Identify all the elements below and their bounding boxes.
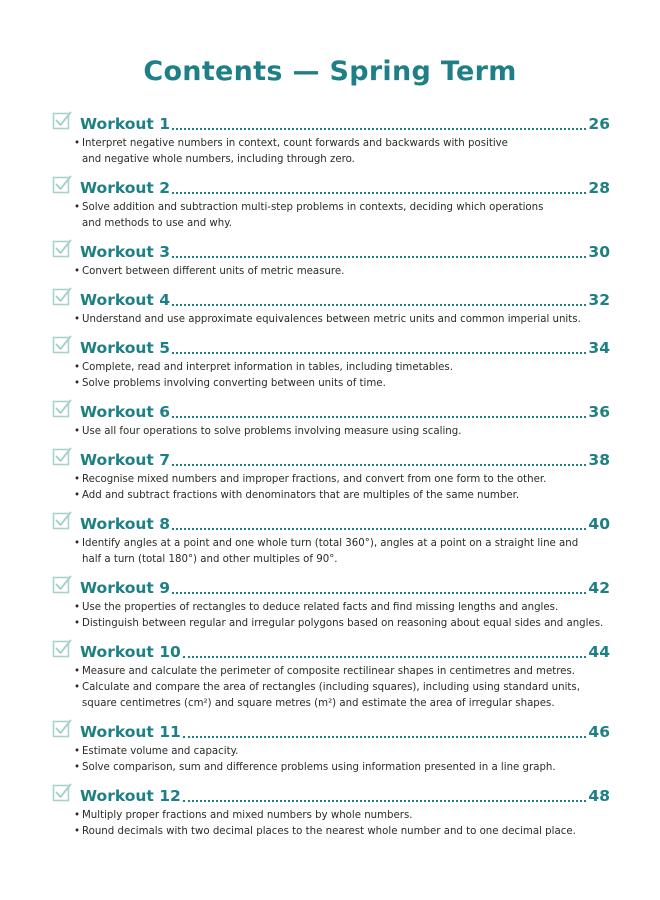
- dot-leader: [172, 592, 586, 594]
- checkbox-tick-icon: [52, 638, 72, 658]
- objective-list: [52, 664, 610, 712]
- dot-leader: [172, 464, 586, 466]
- dot-leader: [172, 192, 586, 194]
- contents-entry-workout-2: [52, 174, 610, 232]
- page-number: 40: [588, 515, 610, 533]
- dot-leader: [172, 528, 586, 530]
- entry-heading-row: [52, 238, 610, 262]
- workout-title: Workout 12: [80, 787, 181, 805]
- objective-list: [52, 136, 610, 168]
- objective-list: [52, 360, 610, 392]
- checkbox-tick-icon: [52, 782, 72, 802]
- workout-title: Workout 7: [80, 451, 171, 469]
- checkbox-tick-icon: [52, 718, 72, 738]
- contents-entry-workout-3: [52, 238, 610, 280]
- checkbox-tick-icon: [52, 574, 72, 594]
- entry-heading-row: [52, 110, 610, 134]
- objective-item: • Interpret negative numbers in context, count forwards and backwards with positive and negative whole numbers, including through zero.: [74, 136, 610, 168]
- objective-item: • Distinguish between regular and irregular polygons based on reasoning about equal sides and angles.: [74, 616, 610, 632]
- entry-heading-row: [52, 782, 610, 806]
- dot-leader: [183, 656, 587, 658]
- dot-leader: [172, 128, 586, 130]
- objective-item: • Complete, read and interpret information in tables, including timetables.: [74, 360, 610, 376]
- dot-leader: [183, 736, 587, 738]
- objective-item: • Solve addition and subtraction multi-step problems in contexts, deciding which operations and methods to use and why.: [74, 200, 610, 232]
- objective-list: [52, 424, 610, 440]
- checkbox-tick-icon: [52, 286, 72, 306]
- objective-item: • Estimate volume and capacity.: [74, 744, 610, 760]
- workout-title: Workout 3: [80, 243, 171, 261]
- page-number: 44: [588, 643, 610, 661]
- entry-heading-row: [52, 174, 610, 198]
- contents-entry-workout-1: [52, 110, 610, 168]
- objective-list: [52, 600, 610, 632]
- contents-list: [52, 110, 610, 846]
- objective-item: • Multiply proper fractions and mixed numbers by whole numbers.: [74, 808, 610, 824]
- dot-leader: [183, 800, 587, 802]
- page-number: 36: [588, 403, 610, 421]
- dot-leader: [172, 256, 586, 258]
- workout-title: Workout 4: [80, 291, 171, 309]
- checkbox-tick-icon: [52, 446, 72, 466]
- dot-leader: [172, 352, 586, 354]
- page-number: 38: [588, 451, 610, 469]
- objective-item: • Use the properties of rectangles to deduce related facts and find missing lengths and angles.: [74, 600, 610, 616]
- page-number: 46: [588, 723, 610, 741]
- contents-entry-workout-12: [52, 782, 610, 840]
- objective-item: • Measure and calculate the perimeter of composite rectilinear shapes in centimetres and metres.: [74, 664, 610, 680]
- checkbox-tick-icon: [52, 398, 72, 418]
- objective-list: [52, 312, 610, 328]
- entry-heading-row: [52, 718, 610, 742]
- workout-title: Workout 10: [80, 643, 181, 661]
- contents-entry-workout-8: [52, 510, 610, 568]
- workout-title: Workout 1: [80, 115, 171, 133]
- contents-entry-workout-11: [52, 718, 610, 776]
- objective-item: • Calculate and compare the area of rectangles (including squares), including using standard units, square centimetres (cm²) and square metres (m²) and estimate the area of irregular shapes.: [74, 680, 610, 712]
- entry-heading-row: [52, 446, 610, 470]
- objective-list: [52, 808, 610, 840]
- entry-heading-row: [52, 398, 610, 422]
- entry-heading-row: [52, 574, 610, 598]
- contents-entry-workout-5: [52, 334, 610, 392]
- objective-list: [52, 744, 610, 776]
- page-title: Contents — Spring Term: [143, 56, 517, 87]
- contents-entry-workout-6: [52, 398, 610, 440]
- checkbox-tick-icon: [52, 174, 72, 194]
- page-number: 34: [588, 339, 610, 357]
- workout-title: Workout 2: [80, 179, 171, 197]
- entry-heading-row: [52, 286, 610, 310]
- page-number: 28: [588, 179, 610, 197]
- page-number: 30: [588, 243, 610, 261]
- entry-heading-row: [52, 334, 610, 358]
- contents-entry-workout-7: [52, 446, 610, 504]
- dot-leader: [172, 304, 586, 306]
- objective-item: • Convert between different units of metric measure.: [74, 264, 610, 280]
- page-number: 26: [588, 115, 610, 133]
- checkbox-tick-icon: [52, 510, 72, 530]
- objective-list: [52, 472, 610, 504]
- contents-entry-workout-10: [52, 638, 610, 712]
- workout-title: Workout 5: [80, 339, 171, 357]
- entry-heading-row: [52, 638, 610, 662]
- objective-list: [52, 264, 610, 280]
- workout-title: Workout 8: [80, 515, 171, 533]
- checkbox-tick-icon: [52, 110, 72, 130]
- objective-item: • Understand and use approximate equivalences between metric units and common imperial units.: [74, 312, 610, 328]
- objective-item: • Recognise mixed numbers and improper fractions, and convert from one form to the other.: [74, 472, 610, 488]
- objective-list: [52, 536, 610, 568]
- objective-item: • Use all four operations to solve problems involving measure using scaling.: [74, 424, 610, 440]
- contents-entry-workout-9: [52, 574, 610, 632]
- workout-title: Workout 11: [80, 723, 181, 741]
- objective-item: • Identify angles at a point and one whole turn (total 360°), angles at a point on a straight line and half a turn (total 180°) and other multiples of 90°.: [74, 536, 610, 568]
- objective-item: • Solve problems involving converting between units of time.: [74, 376, 610, 392]
- checkbox-tick-icon: [52, 238, 72, 258]
- dot-leader: [172, 416, 586, 418]
- workout-title: Workout 6: [80, 403, 171, 421]
- contents-entry-workout-4: [52, 286, 610, 328]
- checkbox-tick-icon: [52, 334, 72, 354]
- page-number: 48: [588, 787, 610, 805]
- page-number: 32: [588, 291, 610, 309]
- page-number: 42: [588, 579, 610, 597]
- workout-title: Workout 9: [80, 579, 171, 597]
- objective-item: • Solve comparison, sum and difference problems using information presented in a line graph.: [74, 760, 610, 776]
- objective-list: [52, 200, 610, 232]
- objective-item: • Round decimals with two decimal places to the nearest whole number and to one decimal place.: [74, 824, 610, 840]
- objective-item: • Add and subtract fractions with denominators that are multiples of the same number.: [74, 488, 610, 504]
- entry-heading-row: [52, 510, 610, 534]
